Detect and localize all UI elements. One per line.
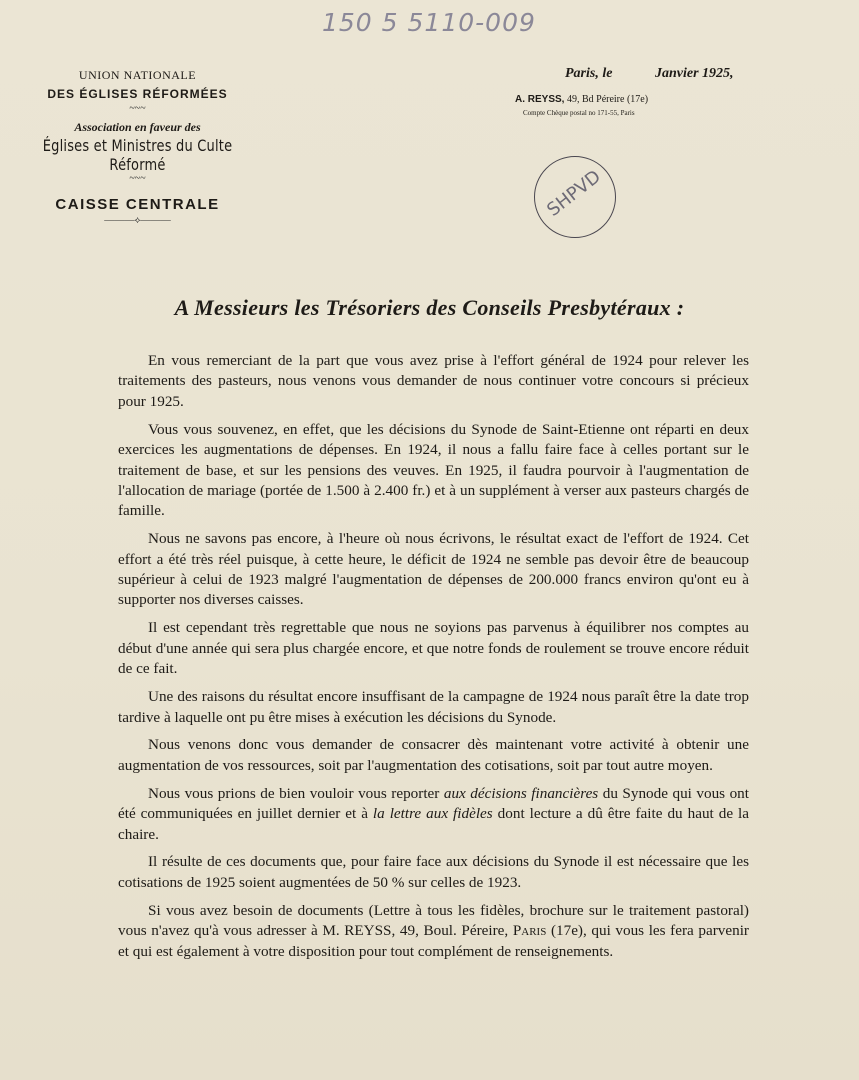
flourish-divider: ———⟡——— <box>104 215 171 226</box>
flourish-divider: ~~~ <box>129 173 146 184</box>
header-right <box>515 66 765 117</box>
text-run: Si vous avez besoin de documents (Lettre à tous les fidèles, brochure sur le traitement pastoral) vous n'avez qu'à vous adresser à M. REYSS, 49, Boul. Péreire, <box>118 901 749 940</box>
paragraph: Une des raisons du résultat encore insuffisant de la campagne de 1924 nous paraît être la date trop tardive à laquelle ont pu être mises à exécution les décisions du Synode. <box>118 688 749 726</box>
archive-reference: 150 5 5110-009 <box>322 8 536 37</box>
postal-cheque: Compte Chèque postal no 171-55, Paris <box>523 109 635 117</box>
text-run: dont lecture a dû être faite du haut de la chaire. <box>118 805 749 843</box>
date-line <box>515 66 765 84</box>
archive-stamp <box>534 156 616 238</box>
text-run: du Synode qui vous ont été communiquées en juillet dernier et à <box>118 784 749 823</box>
text-run-italic: aux décisions financières <box>443 784 599 802</box>
letterhead-association: Association en faveur des <box>74 120 201 134</box>
paragraph <box>118 901 749 962</box>
date-value: Janvier 1925, <box>655 66 734 81</box>
paragraph: Nous ne savons pas encore, à l'heure où nous écrivons, le résultat exact de l'effort de 1924. Cet effort a été très réel puisque, à cette heure, le déficit de 1924 ne semble pas devoir être de beaucoup supérieur à celui de 1923 malgré l'augmentation de dépenses de 200.000 francs environ qu'ont eu à supporter nos diverses caisses. <box>118 530 749 609</box>
flourish-divider: ~~~ <box>129 103 146 114</box>
paragraph <box>118 784 749 845</box>
text-run: (17e), qui vous les fera parvenir et qui est également à votre disposition pour tout complément de renseignements. <box>118 922 749 960</box>
text-run: Nous vous prions de bien vouloir vous reporter <box>148 784 444 802</box>
paragraph: Vous vous souvenez, en effet, que les décisions du Synode de Saint-Etienne ont réparti en deux exercices les augmentations de dépenses. En 1924, il nous a fallu faire face à celles portant sur le traitement de base, et sur les pensions des veuves. En 1925, il faudra pourvoir à l'augmentation de l'allocation de mariage (portée de 1.500 à 2.400 fr.) et à un supplément à verser aux pasteurs chargés de famille. <box>118 420 749 520</box>
letter-body <box>118 351 749 969</box>
sender-address <box>515 94 765 105</box>
sender-street: 49, Bd Péreire (17e) <box>564 94 649 105</box>
letterhead <box>20 66 255 229</box>
date-place: Paris, le <box>565 66 613 81</box>
letterhead-eglises: DES ÉGLISES RÉFORMÉES <box>47 87 228 101</box>
stamp-text: SHPVD <box>543 166 605 221</box>
letterhead-caisse: CAISSE CENTRALE <box>55 196 220 213</box>
paragraph: Il est cependant très regrettable que nous ne soyions pas parvenus à équilibrer nos comptes au début d'une année qui sera plus chargée encore, et que notre fonds de roulement se trouve encore réduit de ce fait. <box>118 619 749 678</box>
letterhead-ministres: Églises et Ministres du Culte Réformé <box>42 137 233 175</box>
paragraph: Nous venons donc vous demander de consacrer dès maintenant votre activité à obtenir une augmentation de vos ressources, soit par l'augmentation des cotisations, soit par tout autre moyen. <box>118 736 749 774</box>
text-run-italic: la lettre aux fidèles <box>372 805 493 823</box>
paragraph: Il résulte de ces documents que, pour faire face aux décisions du Synode il est nécessaire que les cotisations de 1925 soient augmentées de 50 % sur celles de 1923. <box>118 853 749 891</box>
letterhead-union: UNION NATIONALE <box>78 68 197 82</box>
sender-name: A. REYSS, <box>515 94 565 105</box>
text-run-smallcaps: Paris <box>512 922 547 940</box>
paragraph: En vous remerciant de la part que vous avez prise à l'effort général de 1924 pour relever les traitements des pasteurs, nous venons vous demander de nous continuer votre concours si précieux pour 1925. <box>118 352 749 410</box>
letter-title: A Messieurs les Trésoriers des Conseils Presbytéraux : <box>174 295 685 320</box>
